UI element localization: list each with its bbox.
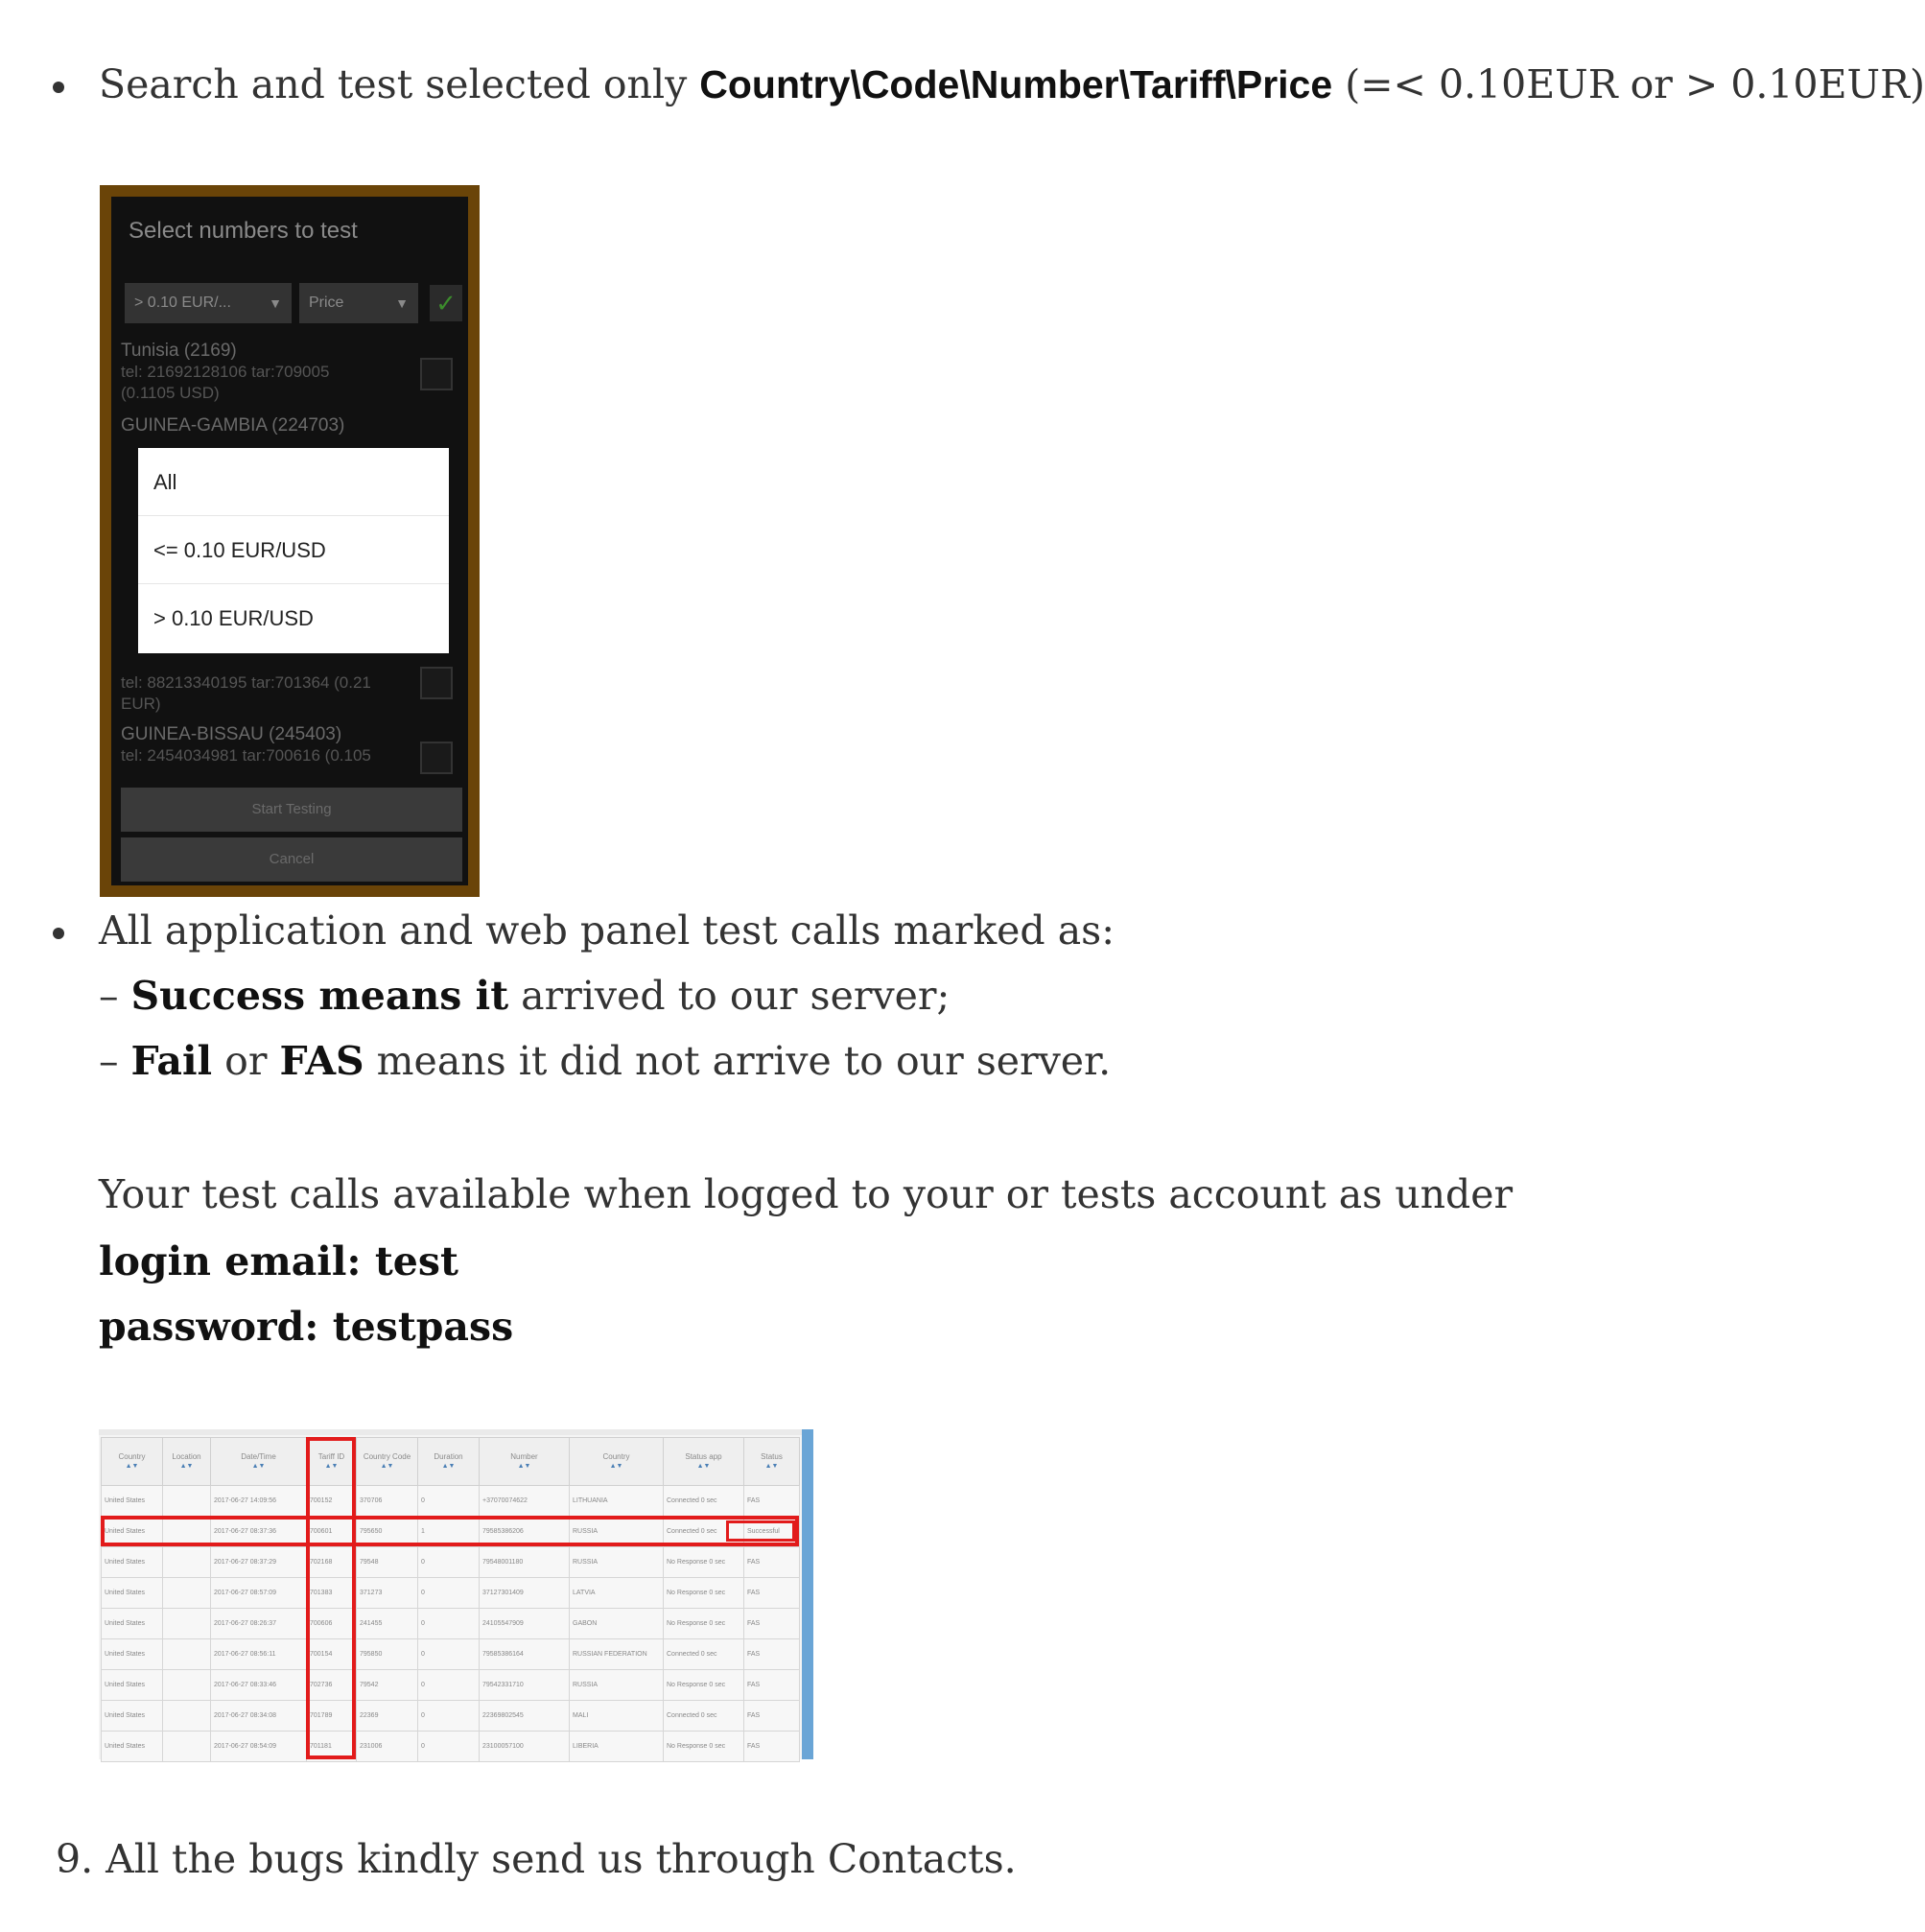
- sort-icon: ▲▼: [251, 1462, 266, 1470]
- search-instruction: [99, 59, 1925, 109]
- test-calls-table-screenshot: [99, 1429, 813, 1759]
- table-cell: Connected 0 sec: [664, 1639, 744, 1670]
- tariff-id-highlight: [306, 1437, 356, 1759]
- test-calls-intro: All application and web panel test calls marked as:: [99, 907, 1115, 954]
- number-item-detail: tel: 2454034981 tar:700616 (0.105: [121, 746, 371, 765]
- table-header-row: [102, 1438, 800, 1486]
- table-cell: 700601: [307, 1517, 357, 1547]
- table-toolbar: [99, 1429, 802, 1435]
- fail-text: means it did not arrive to our server.: [364, 1038, 1112, 1084]
- sort-icon: ▲▼: [324, 1462, 339, 1470]
- sort-icon: ▲▼: [517, 1462, 531, 1470]
- table-cell: [163, 1486, 211, 1517]
- table-cell: 0: [418, 1578, 480, 1609]
- list-item-9: [56, 1834, 1017, 1884]
- table-cell: United States: [102, 1517, 163, 1547]
- table-row[interactable]: [102, 1701, 800, 1732]
- number-item[interactable]: [121, 672, 371, 715]
- table-cell: 2017-06-27 08:37:36: [211, 1517, 307, 1547]
- table-cell: 0: [418, 1701, 480, 1732]
- table-cell: +37070074622: [480, 1486, 570, 1517]
- table-row[interactable]: [102, 1578, 800, 1609]
- sort-icon: ▲▼: [609, 1462, 623, 1470]
- table-cell: LIBERIA: [570, 1732, 664, 1762]
- table-cell: United States: [102, 1639, 163, 1670]
- table-cell: 700606: [307, 1609, 357, 1639]
- table-cell: [163, 1732, 211, 1762]
- table-cell: Successful: [744, 1517, 800, 1547]
- number-item[interactable]: [121, 341, 329, 404]
- number-checkbox[interactable]: [420, 667, 453, 699]
- number-item-name: GUINEA-BISSAU (245403): [121, 724, 342, 744]
- table-cell: 79542331710: [480, 1670, 570, 1701]
- number-checkbox[interactable]: [420, 742, 453, 774]
- list-number: 9.: [56, 1836, 94, 1882]
- table-cell: RUSSIA: [570, 1517, 664, 1547]
- table-cell: 701789: [307, 1701, 357, 1732]
- scrollbar[interactable]: [802, 1429, 813, 1759]
- table-cell: 2017-06-27 08:34:08: [211, 1701, 307, 1732]
- price-filter-dropdown: [138, 448, 449, 653]
- search-instruction-fields: Country\Code\Number\Tariff\Price: [699, 62, 1333, 106]
- chevron-down-icon: ▼: [395, 295, 409, 311]
- table-cell: [163, 1701, 211, 1732]
- fail-explanation: [99, 1036, 1111, 1086]
- table-cell: 79542: [357, 1670, 418, 1701]
- number-item-name: GUINEA-GAMBIA (224703): [121, 415, 345, 436]
- table-cell: FAS: [744, 1639, 800, 1670]
- login-credential: login email: test: [99, 1238, 458, 1284]
- price-filter-value: > 0.10 EUR/...: [134, 295, 231, 311]
- table-cell: GABON: [570, 1609, 664, 1639]
- table-cell: 23100057100: [480, 1732, 570, 1762]
- table-cell: No Response 0 sec: [664, 1670, 744, 1701]
- table-cell: 370706: [357, 1486, 418, 1517]
- column-header[interactable]: Country Code ▲▼: [357, 1438, 418, 1486]
- table-row[interactable]: [102, 1486, 800, 1517]
- successful-row-highlight: [101, 1516, 799, 1546]
- successful-status-highlight: [726, 1520, 795, 1542]
- table-cell: 702168: [307, 1547, 357, 1578]
- table-row[interactable]: [102, 1547, 800, 1578]
- table-cell: FAS: [744, 1609, 800, 1639]
- sort-icon: ▲▼: [441, 1462, 456, 1470]
- table-cell: 2017-06-27 08:37:29: [211, 1547, 307, 1578]
- table-cell: No Response 0 sec: [664, 1609, 744, 1639]
- sort-icon: ▲▼: [380, 1462, 394, 1470]
- dropdown-option-le-010[interactable]: <= 0.10 EUR/USD: [138, 516, 449, 584]
- sort-icon: ▲▼: [179, 1462, 194, 1470]
- sort-icon: ▲▼: [696, 1462, 711, 1470]
- check-icon[interactable]: ✓: [430, 285, 462, 321]
- table-cell: MALI: [570, 1701, 664, 1732]
- table-cell: FAS: [744, 1547, 800, 1578]
- number-item[interactable]: [121, 415, 344, 436]
- column-header[interactable]: Status app ▲▼: [664, 1438, 744, 1486]
- table-cell: FAS: [744, 1670, 800, 1701]
- table-cell: 0: [418, 1486, 480, 1517]
- table-row[interactable]: [102, 1609, 800, 1639]
- number-item-price: (0.1105 USD): [121, 384, 220, 402]
- table-cell: United States: [102, 1732, 163, 1762]
- phone-screenshot: [100, 185, 480, 897]
- table-cell: FAS: [744, 1486, 800, 1517]
- table-cell: 371273: [357, 1578, 418, 1609]
- success-label: Success means it: [130, 973, 509, 1019]
- number-checkbox[interactable]: [420, 358, 453, 390]
- table-cell: United States: [102, 1578, 163, 1609]
- table-cell: [163, 1670, 211, 1701]
- table-cell: 79585386206: [480, 1517, 570, 1547]
- table-cell: 231006: [357, 1732, 418, 1762]
- cancel-button[interactable]: Cancel: [121, 837, 462, 882]
- table-cell: 79548: [357, 1547, 418, 1578]
- table-cell: LATVIA: [570, 1578, 664, 1609]
- table-cell: [163, 1639, 211, 1670]
- table-cell: RUSSIA: [570, 1670, 664, 1701]
- table-cell: 700154: [307, 1639, 357, 1670]
- phone-screen: [111, 197, 468, 885]
- search-instruction-suffix: (=< 0.10EUR or > 0.10EUR): [1332, 61, 1925, 107]
- dropdown-option-gt-010[interactable]: > 0.10 EUR/USD: [153, 606, 314, 630]
- table-cell: FAS: [744, 1732, 800, 1762]
- table-cell: No Response 0 sec: [664, 1547, 744, 1578]
- table-row[interactable]: [102, 1639, 800, 1670]
- table-cell: 0: [418, 1639, 480, 1670]
- table-cell: United States: [102, 1701, 163, 1732]
- table-cell: RUSSIAN FEDERATION: [570, 1639, 664, 1670]
- bugs-contact-text: All the bugs kindly send us through Contacts.: [106, 1836, 1017, 1882]
- table-cell: United States: [102, 1670, 163, 1701]
- table-cell: 2017-06-27 08:33:46: [211, 1670, 307, 1701]
- column-header[interactable]: Tariff ID ▲▼: [307, 1438, 357, 1486]
- bullet-marker: [53, 82, 64, 93]
- table-cell: FAS: [744, 1578, 800, 1609]
- table-cell: [163, 1578, 211, 1609]
- table-cell: 22369802545: [480, 1701, 570, 1732]
- table-cell: 1: [418, 1517, 480, 1547]
- table-cell: 701181: [307, 1732, 357, 1762]
- table-cell: 2017-06-27 08:26:37: [211, 1609, 307, 1639]
- price-filter-select[interactable]: [125, 283, 292, 323]
- table-cell: FAS: [744, 1701, 800, 1732]
- table-cell: [163, 1609, 211, 1639]
- table-cell: LITHUANIA: [570, 1486, 664, 1517]
- fail-label: Fail: [130, 1038, 213, 1084]
- table-cell: 702736: [307, 1670, 357, 1701]
- table-cell: 795850: [357, 1639, 418, 1670]
- test-calls-table: [101, 1437, 800, 1762]
- table-cell: No Response 0 sec: [664, 1732, 744, 1762]
- table-cell: 2017-06-27 08:54:09: [211, 1732, 307, 1762]
- number-item-name: Tunisia (2169): [121, 341, 237, 361]
- account-note: Your test calls available when logged to your or tests account as under: [99, 1171, 1514, 1217]
- number-item-price: EUR): [121, 695, 161, 713]
- number-item-detail: tel: 88213340195 tar:701364 (0.21: [121, 673, 371, 692]
- table-cell: United States: [102, 1609, 163, 1639]
- table-cell: RUSSIA: [570, 1547, 664, 1578]
- table-cell: Connected 0 sec: [664, 1486, 744, 1517]
- dropdown-option-all[interactable]: All: [138, 448, 449, 516]
- table-cell: 24105547909: [480, 1609, 570, 1639]
- password-credential: password: testpass: [99, 1304, 514, 1350]
- table-cell: 37127301409: [480, 1578, 570, 1609]
- column-header[interactable]: Location ▲▼: [163, 1438, 211, 1486]
- table-cell: 0: [418, 1609, 480, 1639]
- table-cell: 0: [418, 1732, 480, 1762]
- column-header[interactable]: Country ▲▼: [570, 1438, 664, 1486]
- table-row[interactable]: [102, 1732, 800, 1762]
- table-cell: 22369: [357, 1701, 418, 1732]
- table-cell: 701383: [307, 1578, 357, 1609]
- table-cell: 79585386164: [480, 1639, 570, 1670]
- fas-label: FAS: [279, 1038, 364, 1084]
- column-header[interactable]: Date/Time ▲▼: [211, 1438, 307, 1486]
- table-cell: 2017-06-27 08:56:11: [211, 1639, 307, 1670]
- number-item-detail: tel: 21692128106 tar:709005: [121, 363, 330, 381]
- bullet-marker: [53, 928, 64, 939]
- search-instruction-prefix: Search and test selected only: [99, 61, 700, 107]
- sort-select[interactable]: [299, 283, 418, 323]
- sort-select-value: Price: [309, 295, 344, 311]
- table-cell: 2017-06-27 08:57:09: [211, 1578, 307, 1609]
- table-cell: No Response 0 sec: [664, 1578, 744, 1609]
- table-row[interactable]: [102, 1670, 800, 1701]
- table-cell: United States: [102, 1486, 163, 1517]
- table-cell: Connected 0 sec: [664, 1517, 744, 1547]
- table-cell: 241455: [357, 1609, 418, 1639]
- table-cell: Connected 0 sec: [664, 1701, 744, 1732]
- column-header[interactable]: Number ▲▼: [480, 1438, 570, 1486]
- dash: –: [99, 973, 131, 1019]
- column-header[interactable]: Country ▲▼: [102, 1438, 163, 1486]
- table-cell: [163, 1547, 211, 1578]
- dash: –: [99, 1038, 131, 1084]
- start-testing-button[interactable]: Start Testing: [121, 788, 462, 832]
- chevron-down-icon: ▼: [269, 295, 282, 311]
- column-header[interactable]: Duration ▲▼: [418, 1438, 480, 1486]
- table-cell: 2017-06-27 14:09:56: [211, 1486, 307, 1517]
- or-text: or: [212, 1038, 280, 1084]
- sort-icon: ▲▼: [764, 1462, 779, 1470]
- success-text: arrived to our server;: [508, 973, 951, 1019]
- column-header[interactable]: Status ▲▼: [744, 1438, 800, 1486]
- table-cell: 0: [418, 1670, 480, 1701]
- table-cell: 700152: [307, 1486, 357, 1517]
- table-cell: 0: [418, 1547, 480, 1578]
- table-cell: 79548001180: [480, 1547, 570, 1578]
- table-cell: 795650: [357, 1517, 418, 1547]
- phone-dialog-title: Select numbers to test: [129, 218, 358, 244]
- sort-icon: ▲▼: [125, 1462, 139, 1470]
- success-explanation: [99, 971, 950, 1021]
- number-item[interactable]: [121, 724, 371, 766]
- table-cell: United States: [102, 1547, 163, 1578]
